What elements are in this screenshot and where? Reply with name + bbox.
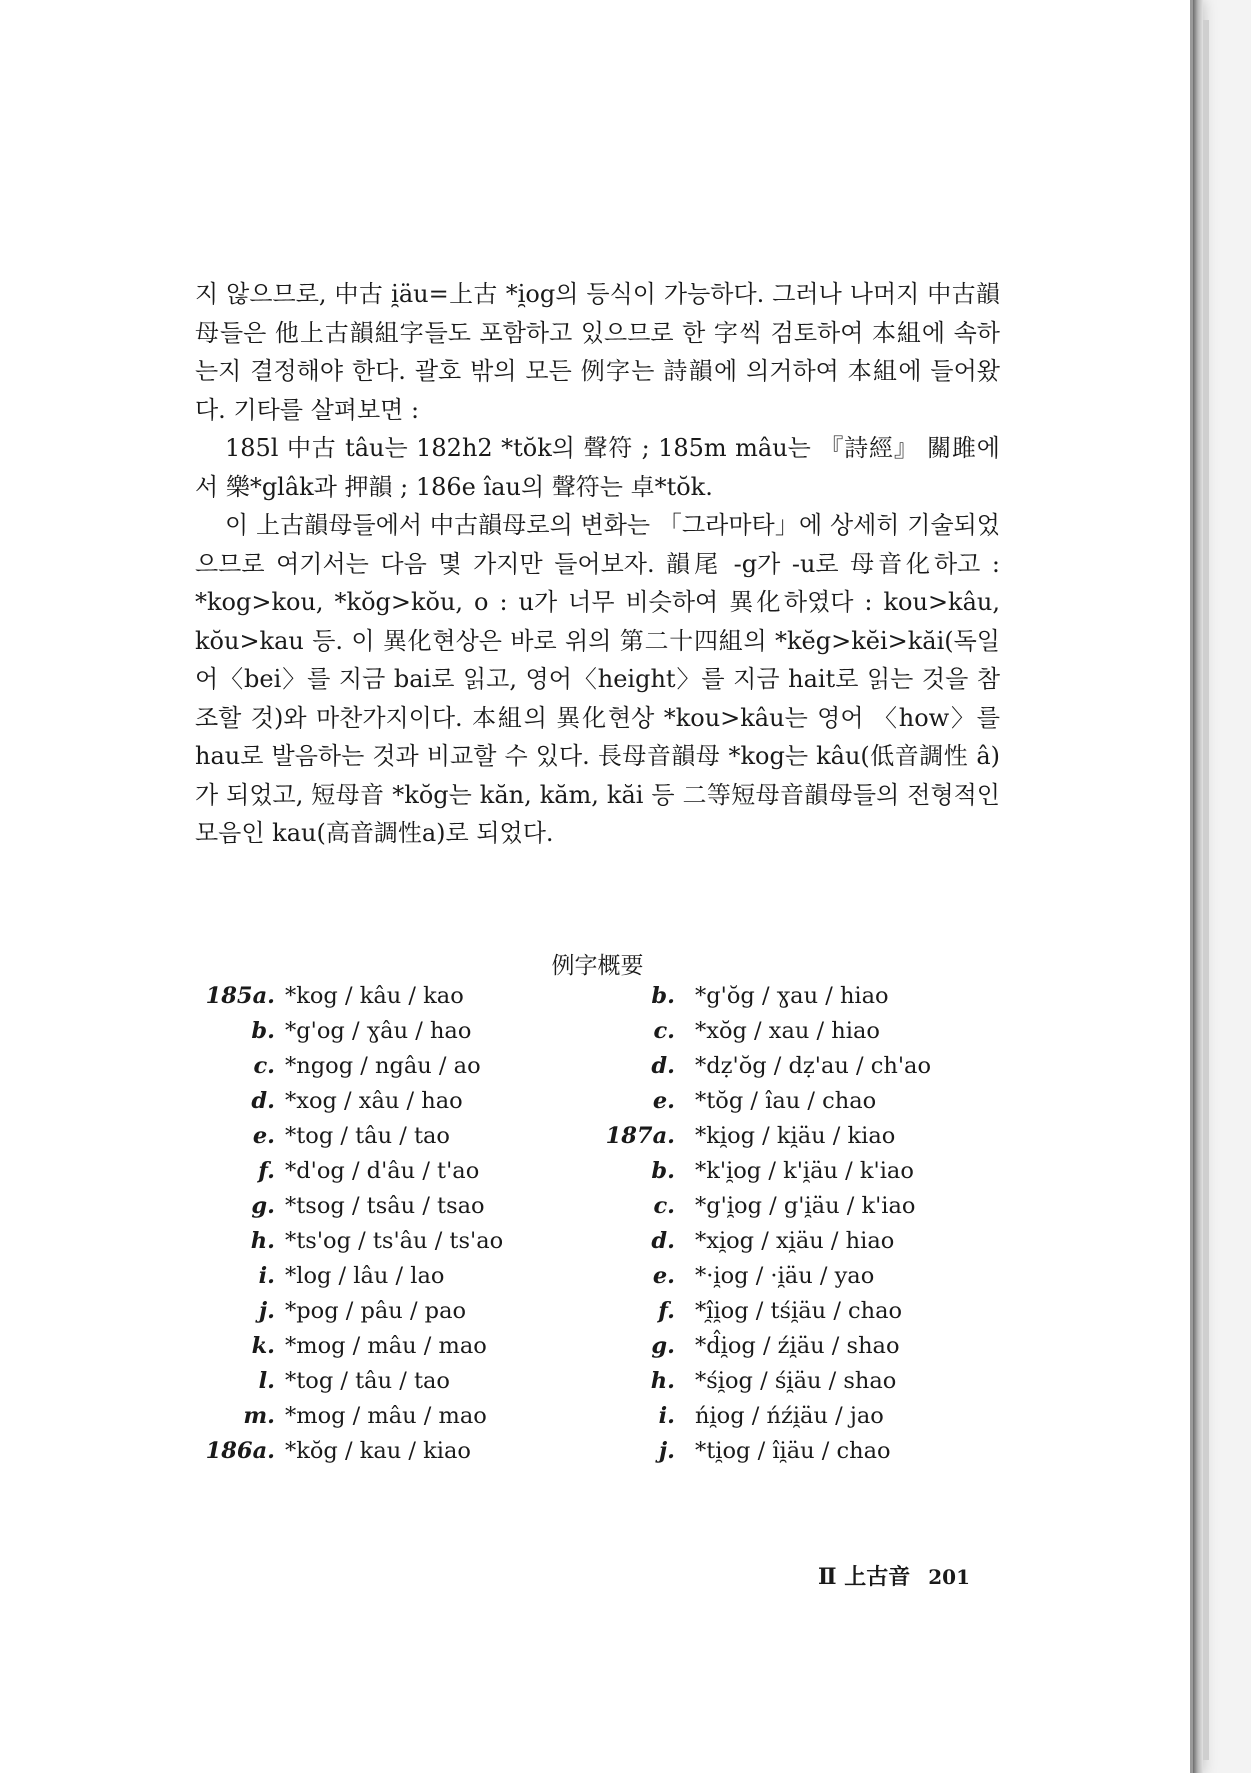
right-entry-text: *·i̯og / ·i̯äu / yao xyxy=(695,1263,875,1289)
left-entry-label: 185a. xyxy=(205,983,275,1009)
page-content xyxy=(195,275,1000,1590)
right-entry-label: b. xyxy=(651,1158,675,1184)
right-entry-label: e. xyxy=(652,1263,675,1289)
right-entry-text: *xi̯og / xi̯äu / hiao xyxy=(695,1228,895,1254)
right-entry-label: c. xyxy=(653,1193,675,1219)
right-entry-label: i. xyxy=(658,1403,675,1429)
left-entry-text: *pog / pâu / pao xyxy=(285,1298,467,1324)
right-entry-label: j. xyxy=(659,1438,675,1464)
left-entry-label: b. xyxy=(251,1018,275,1044)
right-entry-label: d. xyxy=(651,1228,675,1254)
table-title: 例字概要 xyxy=(551,953,644,979)
left-entry-text: *tsog / tsâu / tsao xyxy=(285,1193,485,1219)
left-entry-label: j. xyxy=(259,1298,275,1324)
left-entry-text: *d'og / d'âu / t'ao xyxy=(285,1158,480,1184)
left-entry-text: *g'og / ɣâu / hao xyxy=(285,1018,472,1044)
section-label: Ⅱ 上古音 xyxy=(818,1564,911,1590)
table-row xyxy=(195,1158,1000,1196)
left-entry-text: *ts'og / ts'âu / ts'ao xyxy=(285,1228,504,1254)
left-entry-label: g. xyxy=(251,1193,275,1219)
right-entry-label: b. xyxy=(651,983,675,1009)
right-entry-text: *ti̯og / îi̯äu / chao xyxy=(695,1438,891,1464)
right-entry-label: d. xyxy=(651,1053,675,1079)
right-entry-text: *xŏg / xau / hiao xyxy=(695,1018,880,1044)
left-entry-label: f. xyxy=(258,1158,275,1184)
page-edge xyxy=(1193,0,1203,1773)
table-row xyxy=(195,1298,1000,1336)
right-entry-text: *g'ŏg / ɣau / hiao xyxy=(695,983,889,1009)
table-row xyxy=(195,1018,1000,1056)
right-entry-label: g. xyxy=(651,1333,675,1359)
left-entry-label: l. xyxy=(258,1368,275,1394)
table-row xyxy=(195,1053,1000,1091)
page-number: 201 xyxy=(928,1565,970,1589)
right-entry-text: *d̂i̯og / źi̯äu / shao xyxy=(695,1333,900,1359)
right-entry-text: *tŏg / îau / chao xyxy=(695,1088,877,1114)
left-entry-label: i. xyxy=(258,1263,275,1289)
table-row xyxy=(195,1438,1000,1476)
left-entry-label: h. xyxy=(250,1228,275,1254)
left-entry-text: *tog / tâu / tao xyxy=(285,1368,450,1394)
left-entry-label: c. xyxy=(253,1053,275,1079)
left-entry-text: *tog / tâu / tao xyxy=(285,1123,450,1149)
left-entry-text: *ngog / ngâu / ao xyxy=(285,1053,481,1079)
left-entry-label: k. xyxy=(251,1333,275,1359)
left-entry-text: *mog / mâu / mao xyxy=(285,1403,487,1429)
left-entry-text: *kŏg / kau / kiao xyxy=(285,1438,471,1464)
left-entry-text: *xog / xâu / hao xyxy=(285,1088,463,1114)
table-row xyxy=(195,1333,1000,1371)
right-entry-label: f. xyxy=(658,1298,675,1324)
right-entry-label: c. xyxy=(653,1018,675,1044)
table-row xyxy=(195,1263,1000,1301)
table-row xyxy=(195,1228,1000,1266)
left-entry-label: d. xyxy=(251,1088,275,1114)
table-row xyxy=(195,1368,1000,1406)
left-entry-text: *mog / mâu / mao xyxy=(285,1333,487,1359)
left-entry-text: *log / lâu / lao xyxy=(285,1263,445,1289)
right-entry-text: *î̯i̯og / tśi̯äu / chao xyxy=(695,1298,903,1324)
paragraph-3: 이 上古韻母들에서 中古韻母로의 변화는 「그라마타」에 상세히 기술되었으므로 여기서는 다음 몇 가지만 들어보자. 韻尾 -g가 -u로 母音化하고 : *kog>kou, *kŏg>kŏu, o : u가 너무 비슷하여 異化하였다 : kou>kâu, kŏu>kau 등. 이 異化현상은 바로 위의 第二十四組의 *kĕg>kĕi>kăi(독일어〈bei〉를 지금 bai로 읽고, 영어〈height〉를 지금 hait로 읽는 것을 참조할 것)와 마찬가지이다. 本組의 異化현상 *kou>kâu는 영어 〈how〉를 hau로 발음하는 것과 비교할 수 있다. 長母音韻母 *kog는 kâu(低音調性 â)가 되었고, 短母音 *kŏg는 kăn, kăm, kăi 등 二等短母音韻母들의 전형적인 모음인 kau(高音調性a)로 되었다. xyxy=(195,511,1000,847)
left-entry-label: 186a. xyxy=(205,1438,275,1464)
right-entry-label: h. xyxy=(650,1368,675,1394)
right-entry-label: 187a. xyxy=(605,1123,675,1149)
table-row xyxy=(195,1193,1000,1231)
right-entry-text: *g'i̯og / g'i̯äu / k'iao xyxy=(695,1193,916,1219)
page-footer xyxy=(195,1560,970,1591)
table-row xyxy=(195,1088,1000,1126)
left-entry-label: m. xyxy=(243,1403,275,1429)
right-entry-text: *k'i̯og / k'i̯äu / k'iao xyxy=(695,1158,914,1184)
right-entry-text: *dẓ'ŏg / dẓ'au / ch'ao xyxy=(695,1053,931,1079)
left-entry-text: *kog / kâu / kao xyxy=(285,983,464,1009)
paragraph-1: 지 않으므로, 中古 i̯äu=上古 *i̯og의 등식이 가능하다. 그러나 나머지 中古韻母들은 他上古韻組字들도 포함하고 있으므로 한 字씩 검토하여 本組에 속하는지 결정해야 한다. 괄호 밖의 모든 例字는 詩韻에 의거하여 本組에 들어왔다. 기타를 살펴보면 : xyxy=(195,280,1000,424)
right-entry-text: ńi̯og / ńźi̯äu / jao xyxy=(695,1403,884,1429)
table-row xyxy=(195,983,1000,1021)
right-entry-text: *śi̯og / śi̯äu / shao xyxy=(695,1368,897,1394)
left-entry-label: e. xyxy=(252,1123,275,1149)
table-row xyxy=(195,1123,1000,1161)
right-entry-label: e. xyxy=(652,1088,675,1114)
right-entry-text: *ki̯og / ki̯äu / kiao xyxy=(695,1123,896,1149)
page-edge-shadow xyxy=(1203,20,1209,1760)
paragraph-2: 185l 中古 tâu는 182h2 *tŏk의 聲符 ; 185m mâu는 『詩經』 關雎에서 樂*glâk과 押韻 ; 186e îau의 聲符는 卓*tŏk. xyxy=(195,434,1000,501)
table-row xyxy=(195,1403,1000,1441)
